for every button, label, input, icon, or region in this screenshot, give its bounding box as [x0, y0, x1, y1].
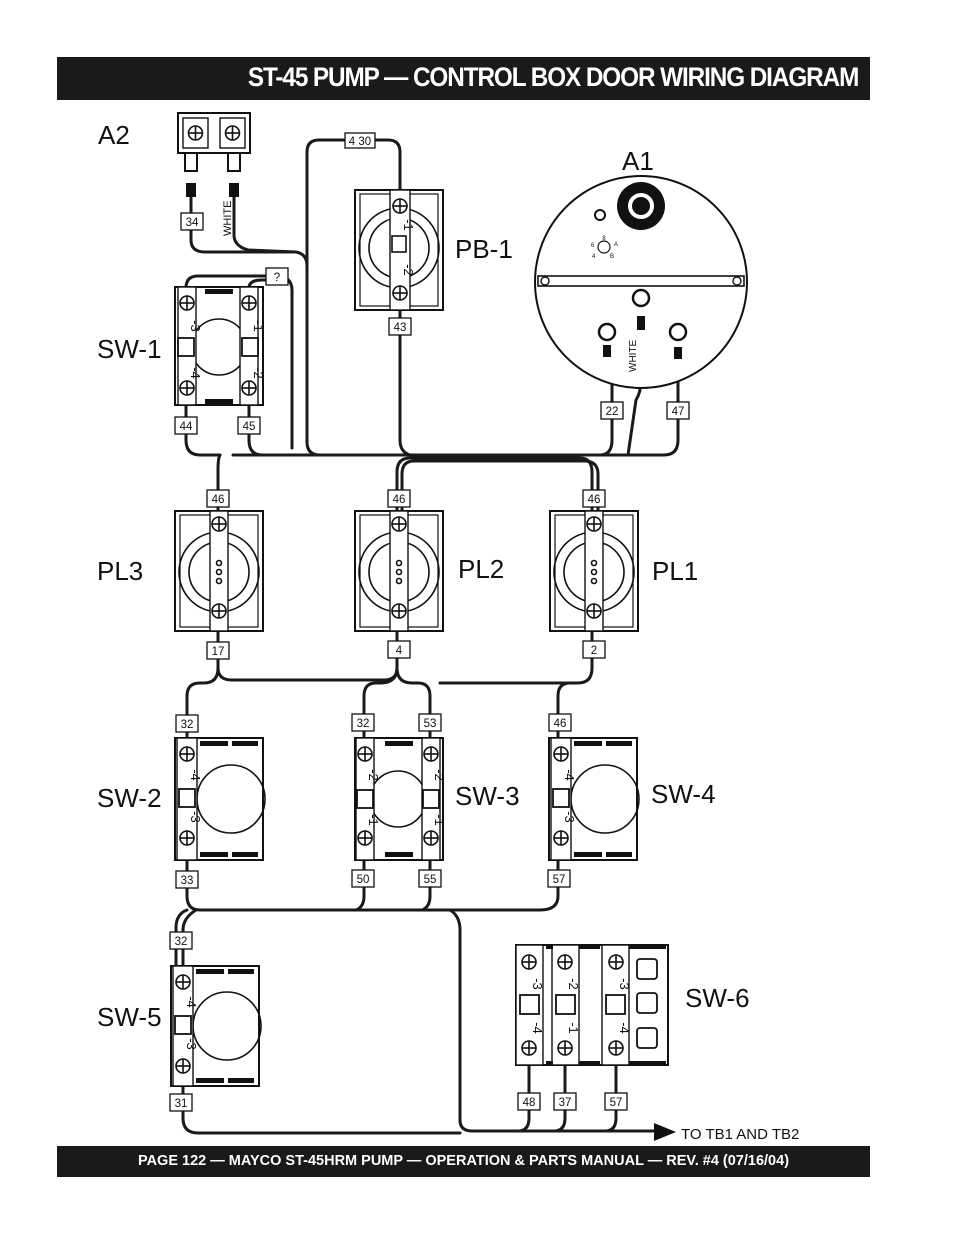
svg-text:57: 57	[609, 1097, 623, 1109]
pl3-pilot-light	[97, 511, 263, 631]
bus-pl-bottom	[218, 626, 397, 680]
tag-pl2-bottom	[388, 641, 410, 658]
svg-text:46: 46	[211, 494, 225, 506]
svg-text:44: 44	[179, 421, 193, 433]
footer-text: PAGE 122 — MAYCO ST-45HRM PUMP — OPERATION & PARTS MANUAL — REV. #4 (07/16/04)	[137, 1153, 790, 1169]
svg-text:22: 22	[605, 406, 619, 418]
svg-text:46: 46	[553, 718, 567, 730]
svg-text:-2: -2	[432, 769, 447, 781]
svg-text:46: 46	[587, 494, 601, 506]
a1-gauge	[535, 146, 747, 388]
svg-text:-2: -2	[566, 978, 581, 990]
tag-34	[181, 213, 203, 230]
svg-text:45: 45	[242, 421, 256, 433]
svg-text:-1: -1	[566, 1022, 581, 1034]
tag-pl1-top	[583, 490, 605, 507]
svg-text:57: 57	[552, 874, 566, 886]
svg-text:4: 4	[395, 645, 403, 657]
pl2-pilot-light	[355, 511, 504, 631]
tag-pl1-bottom	[583, 641, 605, 658]
sw3-switch	[355, 738, 520, 860]
svg-text:-3: -3	[617, 978, 632, 990]
pl1-label: PL1	[652, 556, 699, 586]
svg-text:-1: -1	[432, 814, 447, 826]
svg-text:53: 53	[423, 718, 437, 730]
svg-text:2: 2	[590, 645, 598, 657]
pb1-terminal-bottom: -2	[401, 264, 416, 276]
svg-text:46: 46	[392, 494, 406, 506]
tag-sw4-bottom	[548, 870, 570, 887]
sw4-switch	[549, 738, 716, 860]
tag-22	[601, 402, 623, 419]
pb1-label: PB-1	[455, 234, 513, 264]
svg-text:17: 17	[211, 646, 225, 658]
tag-44	[175, 417, 197, 434]
a2-terminal-block	[98, 113, 250, 236]
svg-text:32: 32	[174, 936, 188, 948]
tag-47	[667, 402, 689, 419]
svg-text:-1: -1	[366, 814, 381, 826]
sw3-label: SW-3	[455, 781, 520, 811]
tag-pl3-bottom	[207, 642, 229, 659]
svg-text:-4: -4	[562, 769, 577, 781]
tag-43	[389, 318, 411, 335]
pl3-label: PL3	[97, 556, 144, 586]
arrow-icon	[654, 1123, 676, 1141]
wire-34	[191, 190, 296, 252]
svg-text:4 30: 4 30	[348, 136, 372, 148]
sw2-label: SW-2	[97, 783, 162, 813]
sw5-label: SW-5	[97, 1002, 162, 1032]
tag-sw3-bottom-right	[419, 870, 441, 887]
tag-sw6-left	[518, 1093, 540, 1110]
tag-pl3-top	[207, 490, 229, 507]
wire-31	[183, 1085, 460, 1133]
sw2-switch	[97, 738, 265, 860]
pb1-terminal-top: -1	[401, 219, 416, 231]
tag-sw3-bottom-left	[352, 870, 374, 887]
wire-53	[397, 668, 430, 745]
svg-text:-3: -3	[188, 811, 203, 823]
tag-sw3-top-left	[352, 714, 374, 731]
svg-text:4: 4	[592, 254, 596, 260]
svg-text:34: 34	[185, 217, 199, 229]
svg-text:31: 31	[174, 1098, 188, 1110]
page-title: ST-45 PUMP — CONTROL BOX DOOR WIRING DIAGRAM	[247, 62, 858, 92]
svg-text:37: 37	[558, 1097, 572, 1109]
pl1-pilot-light	[550, 511, 698, 631]
tag-sw3-top-right	[419, 714, 441, 731]
tag-question	[266, 268, 288, 285]
svg-text:-4: -4	[617, 1022, 632, 1034]
svg-text:?: ?	[273, 272, 281, 284]
svg-text:32: 32	[180, 719, 194, 731]
svg-text:-1: -1	[251, 320, 266, 332]
tag-sw5-top	[170, 932, 192, 949]
sw1-switch	[97, 287, 266, 405]
svg-text:48: 48	[522, 1097, 536, 1109]
a2-label: A2	[98, 120, 130, 150]
tag-sw2-top	[176, 715, 198, 732]
svg-text:-4: -4	[184, 996, 199, 1008]
svg-text:43: 43	[393, 322, 407, 334]
svg-text:B: B	[610, 254, 615, 260]
svg-text:-3: -3	[530, 978, 545, 990]
svg-text:50: 50	[356, 874, 370, 886]
a1-white-label: WHITE	[628, 339, 639, 372]
sw4-label: SW-4	[651, 779, 716, 809]
svg-text:55: 55	[423, 874, 437, 886]
tag-45	[238, 417, 260, 434]
sw6-label: SW-6	[685, 983, 750, 1013]
sw6-switch	[516, 944, 750, 1066]
tag-430	[345, 133, 375, 148]
pl2-label: PL2	[458, 554, 505, 584]
svg-text:-4: -4	[188, 367, 203, 379]
sw5-switch	[97, 966, 261, 1086]
svg-text:-2: -2	[366, 769, 381, 781]
svg-text:47: 47	[671, 406, 685, 418]
tag-sw5-bottom	[170, 1094, 192, 1111]
svg-text:8: 8	[602, 236, 606, 242]
svg-text:-3: -3	[184, 1038, 199, 1050]
svg-text:-3: -3	[562, 811, 577, 823]
a2-white-label: WHITE	[222, 200, 234, 236]
tag-sw2-bottom	[176, 871, 198, 888]
tag-sw6-middle	[554, 1093, 576, 1110]
destination-label: TO TB1 AND TB2	[681, 1126, 800, 1143]
svg-text:-4: -4	[530, 1022, 545, 1034]
svg-text:33: 33	[180, 875, 194, 887]
sw1-label: SW-1	[97, 334, 162, 364]
svg-text:32: 32	[356, 718, 370, 730]
pb1-pushbutton	[355, 190, 513, 310]
svg-text:6: 6	[591, 243, 595, 249]
tag-sw4-top	[549, 714, 571, 731]
a1-label: A1	[622, 146, 654, 176]
svg-text:-2: -2	[251, 367, 266, 379]
footer-bar	[57, 1146, 870, 1177]
tag-pl2-top	[388, 490, 410, 507]
svg-text:-3: -3	[188, 320, 203, 332]
tag-sw6-right	[605, 1093, 627, 1110]
svg-text:A: A	[614, 242, 619, 248]
svg-text:-4: -4	[188, 769, 203, 781]
